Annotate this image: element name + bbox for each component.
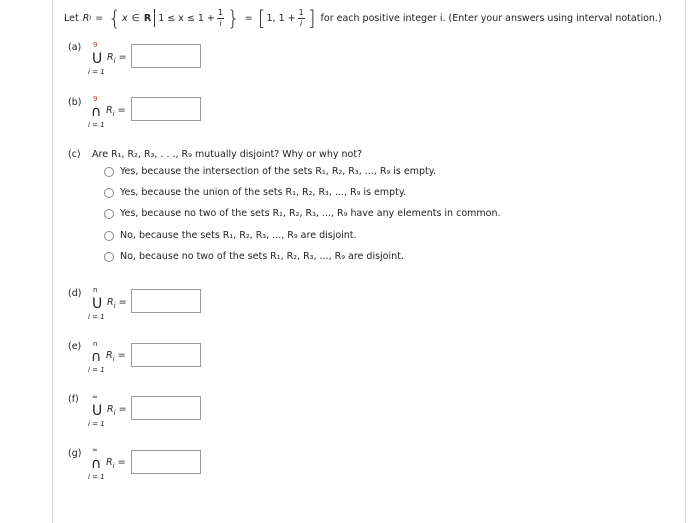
part-f-lower: i = 1 bbox=[88, 420, 105, 428]
eq-sign: = bbox=[118, 297, 127, 308]
interval-left: 1, 1 + bbox=[266, 12, 296, 24]
part-b-upper: 9 bbox=[93, 95, 98, 103]
part-f-upper: ∞ bbox=[92, 393, 98, 401]
part-g-expr bbox=[106, 457, 126, 470]
part-a-upper: 9 bbox=[93, 41, 98, 49]
union-icon: U bbox=[92, 296, 103, 312]
eq-sign: = bbox=[118, 404, 127, 415]
part-a-label: (a) bbox=[68, 42, 82, 53]
part-c-option-1[interactable] bbox=[104, 166, 436, 177]
option-label: Yes, because no two of the sets R₁, R₂, R₃, ..., R₉ have any elements in common. bbox=[120, 208, 501, 219]
r-sub: i bbox=[113, 302, 116, 310]
r-letter: R bbox=[107, 404, 114, 415]
intro-fraction-1 bbox=[217, 9, 224, 28]
intro-r-sub: i bbox=[89, 14, 92, 22]
r-sub: i bbox=[112, 110, 115, 118]
radio-button[interactable] bbox=[104, 252, 114, 262]
frac-den-2: i bbox=[300, 18, 303, 28]
part-f-expr bbox=[107, 404, 127, 417]
option-label: Yes, because the union of the sets R₁, R₂, R₃, ..., R₉ is empty. bbox=[120, 187, 407, 198]
intersection-icon: ∩ bbox=[91, 456, 102, 472]
problem-statement bbox=[64, 6, 662, 30]
r-sub: i bbox=[112, 355, 115, 363]
right-brace: } bbox=[227, 6, 240, 30]
part-b-expr bbox=[106, 105, 126, 118]
part-c-option-5[interactable] bbox=[104, 251, 404, 262]
frac-num: 1 bbox=[217, 7, 223, 17]
part-f-answer-input[interactable] bbox=[131, 396, 201, 420]
r-letter: R bbox=[107, 52, 114, 63]
option-label: Yes, because the intersection of the sets R₁, R₂, R₃, ..., R₉ is empty. bbox=[120, 166, 437, 177]
intro-x: x bbox=[121, 12, 128, 24]
radio-button[interactable] bbox=[104, 167, 114, 177]
r-sub: i bbox=[113, 409, 116, 417]
radio-button[interactable] bbox=[104, 231, 114, 241]
part-c-option-2[interactable] bbox=[104, 187, 406, 198]
part-g-label: (g) bbox=[68, 448, 82, 459]
part-c-option-4[interactable] bbox=[104, 230, 357, 241]
part-g-lower: i = 1 bbox=[88, 473, 105, 481]
part-c-label: (c) bbox=[68, 149, 81, 160]
part-d-label: (d) bbox=[68, 288, 82, 299]
intro-fraction-2 bbox=[298, 9, 305, 28]
eq-sign: = bbox=[117, 350, 126, 361]
intro-let: Let bbox=[64, 12, 79, 24]
part-c-question: Are R₁, R₂, R₃, . . ., R₉ mutually disjoint? Why or why not? bbox=[92, 149, 363, 160]
part-e-upper: n bbox=[93, 340, 98, 348]
intro-in: ∈ bbox=[131, 12, 140, 24]
union-icon: U bbox=[92, 51, 103, 67]
part-g-upper: ∞ bbox=[92, 446, 98, 454]
radio-button[interactable] bbox=[104, 209, 114, 219]
part-f-label: (f) bbox=[68, 394, 79, 405]
intro-reals: R bbox=[143, 12, 152, 24]
intro-r: R bbox=[82, 12, 90, 24]
left-brace: { bbox=[108, 6, 121, 30]
part-e-answer-input[interactable] bbox=[131, 343, 201, 367]
r-letter: R bbox=[106, 350, 113, 361]
eq-sign: = bbox=[117, 457, 126, 468]
r-letter: R bbox=[106, 105, 113, 116]
part-b-label: (b) bbox=[68, 97, 82, 108]
frac-num-2: 1 bbox=[298, 7, 304, 17]
intersection-icon: ∩ bbox=[91, 349, 102, 365]
part-d-lower: i = 1 bbox=[88, 313, 105, 321]
intro-eq-2: = bbox=[244, 12, 253, 24]
part-d-upper: n bbox=[93, 286, 98, 294]
r-sub: i bbox=[113, 57, 116, 65]
part-b-answer-input[interactable] bbox=[131, 97, 201, 121]
eq-sign: = bbox=[118, 52, 127, 63]
part-a-expr bbox=[107, 52, 127, 65]
r-letter: R bbox=[106, 457, 113, 468]
option-label: No, because no two of the sets R₁, R₂, R₃, ..., R₉ are disjoint. bbox=[120, 251, 404, 262]
intro-eq: = bbox=[95, 12, 104, 24]
part-d-expr bbox=[107, 297, 127, 310]
r-sub: i bbox=[112, 462, 115, 470]
union-icon: U bbox=[92, 403, 103, 419]
part-c-option-3[interactable] bbox=[104, 208, 501, 219]
radio-button[interactable] bbox=[104, 188, 114, 198]
intro-condition: 1 ≤ x ≤ 1 + bbox=[158, 12, 215, 24]
part-e-label: (e) bbox=[68, 341, 82, 352]
part-g-answer-input[interactable] bbox=[131, 450, 201, 474]
part-b-lower: i = 1 bbox=[88, 121, 105, 129]
part-e-lower: i = 1 bbox=[88, 366, 105, 374]
intersection-icon: ∩ bbox=[91, 104, 102, 120]
left-bracket: [ bbox=[257, 6, 266, 30]
part-d-answer-input[interactable] bbox=[131, 289, 201, 313]
part-e-expr bbox=[106, 350, 126, 363]
part-a-answer-input[interactable] bbox=[131, 44, 201, 68]
r-letter: R bbox=[107, 297, 114, 308]
part-a-lower: i = 1 bbox=[88, 68, 105, 76]
right-bracket: ] bbox=[307, 6, 316, 30]
set-builder-bar bbox=[154, 9, 155, 27]
frac-den: i bbox=[219, 18, 222, 28]
option-label: No, because the sets R₁, R₂, R₃, ..., R₉ are disjoint. bbox=[120, 230, 357, 241]
eq-sign: = bbox=[117, 105, 126, 116]
intro-suffix: for each positive integer i. (Enter your answers using interval notation.) bbox=[320, 12, 662, 24]
